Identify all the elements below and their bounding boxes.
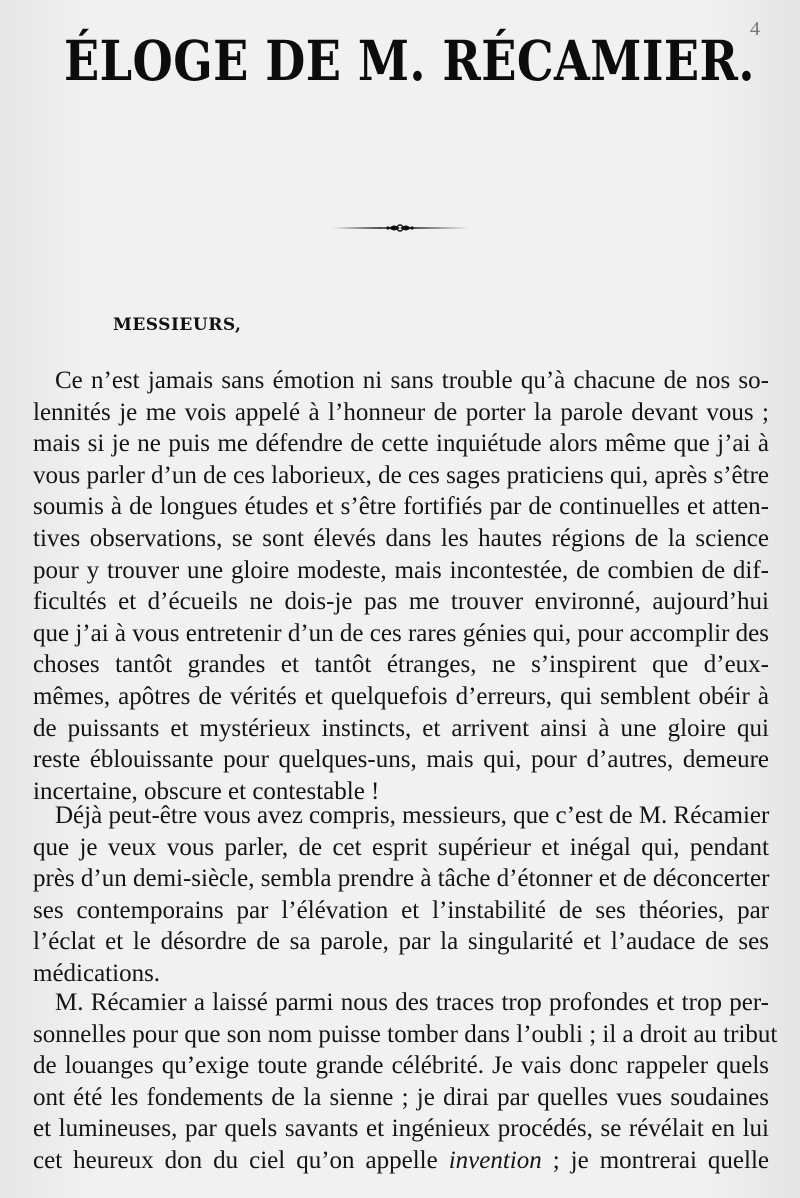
text-line: soumis à de longues études et s’être fortifiés par de continuelles et atten- <box>33 493 769 521</box>
text-line: sonnelles pour que son nom puisse tomber dans l’oubli ; il a droit au tribut <box>33 1020 778 1048</box>
text-segment: cet heureux don du ciel qu’on appelle <box>33 1146 449 1174</box>
text-line: mêmes, apôtres de vérités et quelquefois d’erreurs, qui semblent obéir à <box>33 682 769 710</box>
text-line: incertaine, obscure et contestable ! <box>33 777 380 805</box>
paragraph-3 <box>33 987 778 1177</box>
page-title: ÉLOGE DE M. RÉCAMIER. <box>64 28 755 93</box>
text-line: ses contemporains par l’élévation et l’instabilité de ses théories, par <box>33 896 769 924</box>
text-line: choses tantôt grandes et tantôt étranges, ne s’inspirent que d’eux- <box>33 651 769 679</box>
text-line: de puissants et mystérieux instincts, et arrivent ainsi à une gloire qui <box>33 714 769 742</box>
text-line: de louanges qu’exige toute grande célébrité. Je vais donc rappeler quels <box>33 1052 769 1080</box>
text-line: ont été les fondements de la sienne ; je dirai par quelles vues soudaines <box>33 1083 769 1111</box>
text-line: mais si je ne puis me défendre de cette inquiétude alors même que j’ai à <box>33 430 769 458</box>
paragraph-1 <box>33 365 769 807</box>
ornament-divider <box>330 218 470 238</box>
text-line: pour y trouver une gloire modeste, mais incontestée, de combien de dif- <box>33 556 769 584</box>
text-line: que je veux vous parler, de cet esprit supérieur et inégal qui, pendant <box>33 833 769 861</box>
text-line: l’éclat et le désordre de sa parole, par la singularité et l’audace de ses <box>33 928 769 956</box>
text-line: tives observations, se sont élevés dans les hautes régions de la science <box>33 524 769 552</box>
text-line: M. Récamier a laissé parmi nous des traces trop profondes et trop per- <box>55 989 769 1016</box>
text-line: Ce n’est jamais sans émotion ni sans trouble qu’à chacune de nos so- <box>55 367 769 394</box>
text-line: vous parler d’un de ces laborieux, de ces sages praticiens qui, après s’être <box>33 461 769 489</box>
text-line: Déjà peut-être vous avez compris, messieurs, que c’est de M. Récamier <box>55 802 770 829</box>
text-segment: ; je montrerai quelle <box>541 1146 769 1174</box>
text-line: lennités je me vois appelé à l’honneur de porter la parole devant vous ; <box>33 398 769 426</box>
text-line: ficultés et d’écueils ne dois-je pas me trouver environné, aujourd’hui <box>33 588 769 616</box>
text-line: que j’ai à vous entretenir d’un de ces rares génies qui, pour accomplir des <box>33 619 769 647</box>
italic-word: invention <box>448 1146 542 1174</box>
text-line-last <box>33 1145 769 1177</box>
text-line: médications. <box>33 959 161 987</box>
paragraph-2 <box>33 800 769 990</box>
text-line: reste éblouissante pour quelques-uns, mais qui, pour d’autres, demeure <box>33 746 769 774</box>
page-number: 4 <box>750 18 760 40</box>
text-line: et lumineuses, par quels savants et ingénieux procédés, se révélait en lui <box>33 1115 769 1143</box>
salutation: MESSIEURS, <box>113 315 242 335</box>
text-line: près d’un demi-siècle, sembla prendre à tâche d’étonner et de déconcerter <box>33 865 770 893</box>
